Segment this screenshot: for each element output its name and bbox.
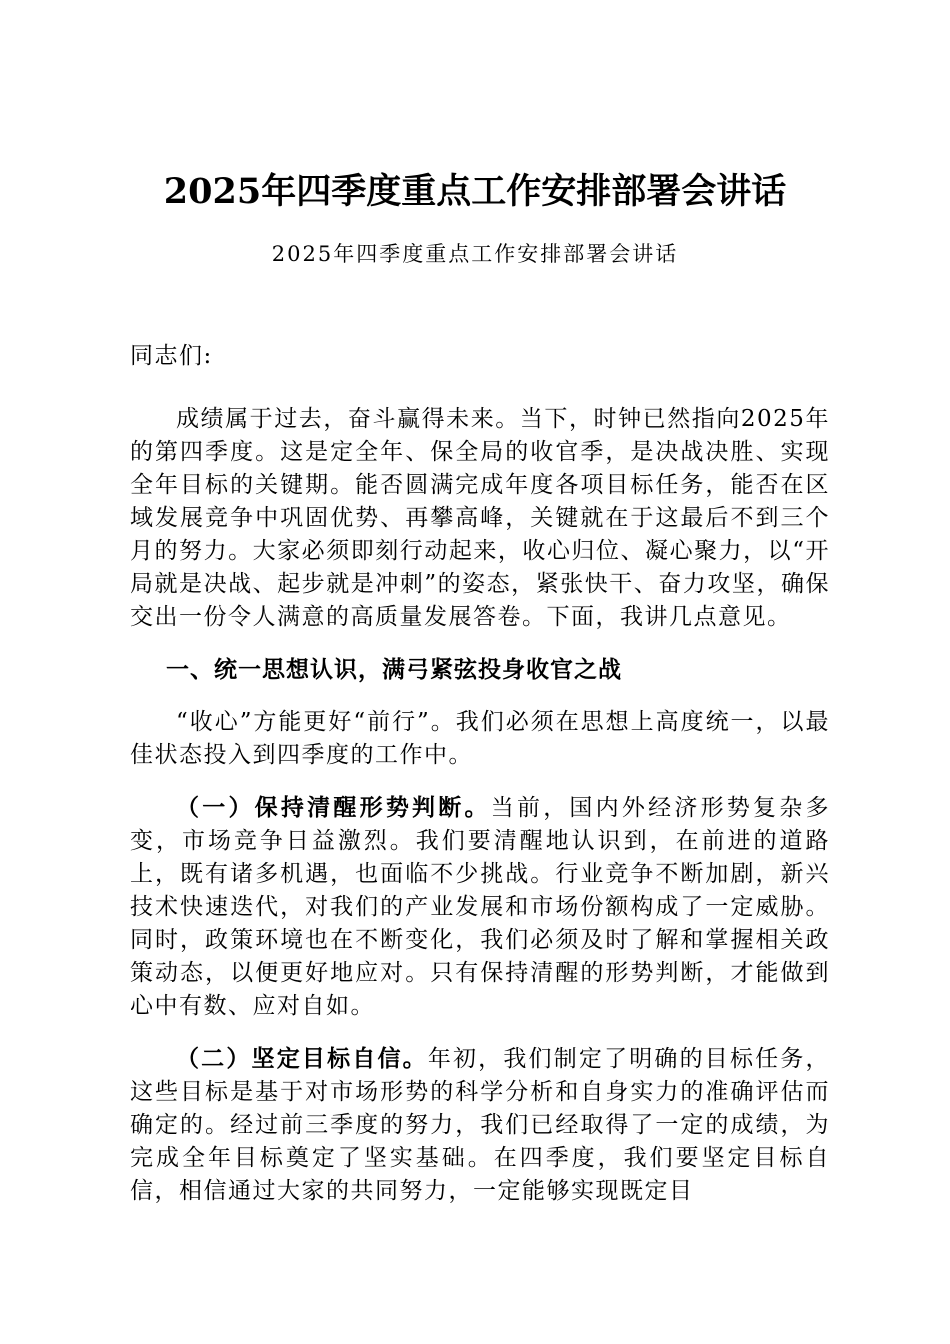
point-2-paragraph	[130, 1042, 830, 1208]
section-1-intro: “收心”方能更好“前行”。我们必须在思想上高度统一，以最佳状态投入到四季度的工作中。	[130, 709, 830, 768]
greeting: 同志们:	[130, 343, 213, 369]
point-2-lead: （二）坚定目标自信。	[176, 1045, 428, 1072]
intro-paragraph: 成绩属于过去，奋斗赢得未来。当下，时钟已然指向2025年的第四季度。这是定全年、保全局的收官季，是决战决胜、实现全年目标的关键期。能否圆满完成年度各项目标任务，能否在区域发展竞争中巩固优势、再攀高峰，关键就在于这最后不到三个月的努力。大家必须即刻行动起来，收心归位、凝心聚力，以“开局就是决战、起步就是冲刺”的姿态，紧张快干、奋力攻坚，确保交出一份令人满意的高质量发展答卷。下面，我讲几点意见。	[130, 406, 830, 630]
point-1-lead: （一）保持清醒形势判断。	[176, 794, 491, 821]
document-title: 2025年四季度重点工作安排部署会讲话	[163, 171, 787, 212]
section-heading-1: 一、统一思想认识，满弓紧弦投身收官之战	[166, 656, 622, 683]
point-1-text: 当前，国内外经济形势复杂多变，市场竞争日益激烈。我们要清醒地认识到，在前进的道路上，既有诸多机遇，也面临不少挑战。行业竞争不断加剧，新兴技术快速迭代，对我们的产业发展和市场份额构成了一定威胁。同时，政策环境也在不断变化，我们必须及时了解和掌握相关政策动态，以便更好地应对。只有保持清醒的形势判断，才能做到心中有数、应对自如。	[130, 795, 831, 1019]
document-body	[130, 340, 830, 1227]
document-subtitle: 2025年四季度重点工作安排部署会讲话	[271, 242, 679, 266]
point-2-text: 年初，我们制定了明确的目标任务，这些目标是基于对市场形势的科学分析和自身实力的准确评估而确定的。经过前三季度的努力，我们已经取得了一定的成绩，为完成全年目标奠定了坚实基础。在四季度，我们要坚定目标自信，相信通过大家的共同努力，一定能够实现既定目	[130, 1046, 831, 1204]
point-1-paragraph	[130, 791, 830, 1023]
